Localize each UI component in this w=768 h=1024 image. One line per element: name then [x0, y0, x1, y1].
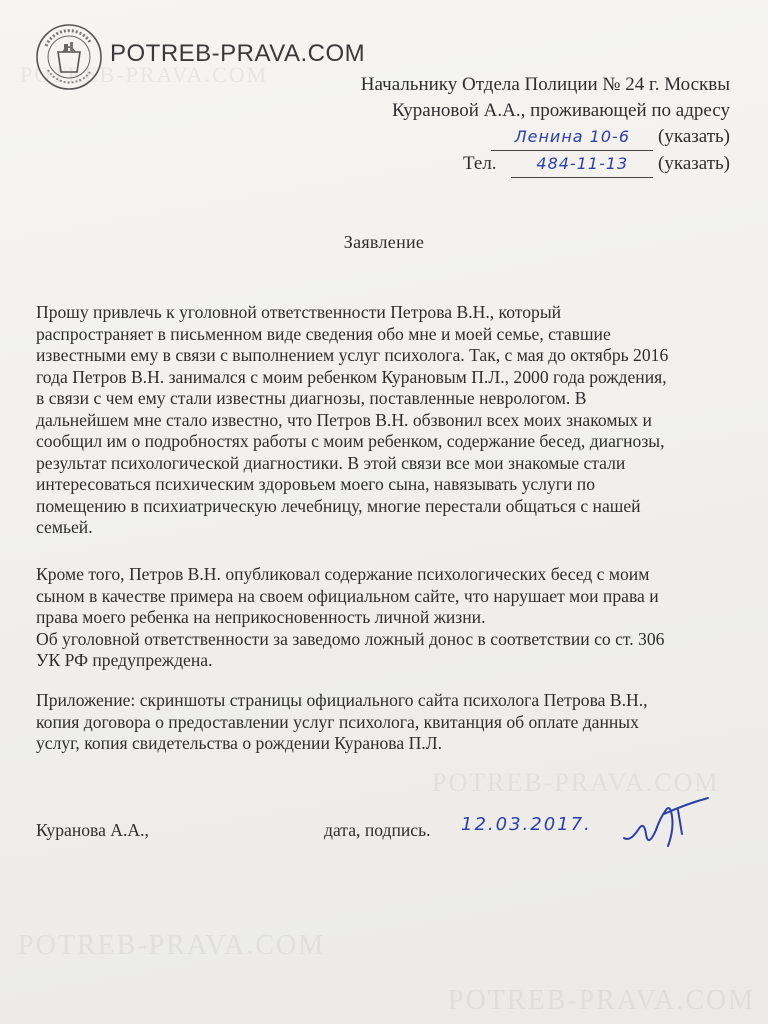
consumer-rights-seal-icon — [34, 22, 104, 92]
publication-paragraph — [36, 564, 736, 672]
addressee-block — [361, 72, 730, 178]
text-line: копия договора о предоставлении услуг психолога, квитанция об оплате данных — [36, 711, 639, 732]
watermark: POTREB-PRAVA.COM — [20, 62, 269, 87]
attachments-paragraph — [36, 690, 736, 755]
text-line: помещению в психиатрическую лечебницу, многие перестали общаться с нашей — [36, 495, 641, 516]
text-line: сыном в качестве примера на своем официальном сайте, что нарушает мои права и — [36, 585, 659, 606]
applicant-name: Куранова А.А., — [36, 820, 149, 840]
text-line: в связи с чем ему стали известны диагнозы, поставленные неврологом. В — [36, 388, 587, 408]
document-title: Заявление — [343, 232, 425, 252]
watermark: POTREB-PRAVA.COM — [448, 985, 756, 1016]
handwritten-signature-icon — [616, 790, 726, 860]
applicant-line: Курановой А.А., проживающей по адресу — [392, 100, 730, 121]
text-line: услуг, копия свидетельства о рождении Куранова П.Л. — [36, 733, 443, 753]
address-hint: (указать) — [658, 126, 730, 147]
text-line: Кроме того, Петров В.Н. опубликовал содержание психологических бесед с моим — [36, 564, 650, 584]
watermark: POTREB-PRAVA.COM — [432, 768, 720, 797]
text-line: Прошу привлечь к уголовной ответственности Петрова В.Н., который — [36, 302, 562, 322]
text-line: года Петров В.Н. занимался с моим ребенком Курановым П.Л., 2000 года рождения, — [36, 366, 667, 387]
text-line: права моего ребенка на неприкосновенность личной жизни. — [36, 607, 486, 627]
phone-value: 484-11-13 — [511, 151, 653, 178]
text-line: распространяет в письменном виде сведения обо мне и моей семье, ставшие — [36, 323, 611, 344]
handwritten-date: 12.03.2017. — [461, 814, 592, 835]
text-line: результат психологической диагностики. В этой связи все мои знакомые стали — [36, 452, 626, 473]
phone-row — [361, 151, 730, 178]
date-signature-label: дата, подпись. — [324, 820, 431, 840]
text-line: УК РФ предупреждена. — [36, 650, 213, 670]
complaint-paragraph — [36, 302, 736, 539]
text-line: Об уголовной ответственности за заведомо ложный донос в соответствии со ст. 306 — [36, 628, 665, 649]
text-line: Приложение: скриншоты страницы официального сайта психолога Петрова В.Н., — [36, 690, 648, 710]
text-line: дальнейшем мне стало известно, что Петров В.Н. обзвонил всех моих знакомых и — [36, 409, 652, 430]
text-line: семьей. — [36, 517, 93, 537]
site-name: POTREB-PRAVA.COM — [110, 40, 366, 67]
phone-hint: (указать) — [658, 153, 730, 174]
text-line: сообщил им о подробностях работы с моим ребенком, содержание бесед, диагнозы, — [36, 431, 665, 451]
site-logo — [34, 22, 414, 92]
address-row — [361, 124, 730, 151]
phone-label: Тел. — [463, 153, 497, 174]
text-line: интересоваться психическим здоровьем моего сына, навязывать услуги по — [36, 474, 596, 494]
signature-block — [36, 814, 736, 880]
watermark: POTREB-PRAVA.COM — [18, 930, 326, 961]
addressee-line: Начальнику Отдела Полиции № 24 г. Москвы — [360, 74, 730, 95]
text-line: известными ему в связи с выполнением услуг психолога. Так, с мая до октябрь 2016 — [36, 345, 669, 365]
address-value: Ленина 10-6 — [491, 124, 653, 151]
